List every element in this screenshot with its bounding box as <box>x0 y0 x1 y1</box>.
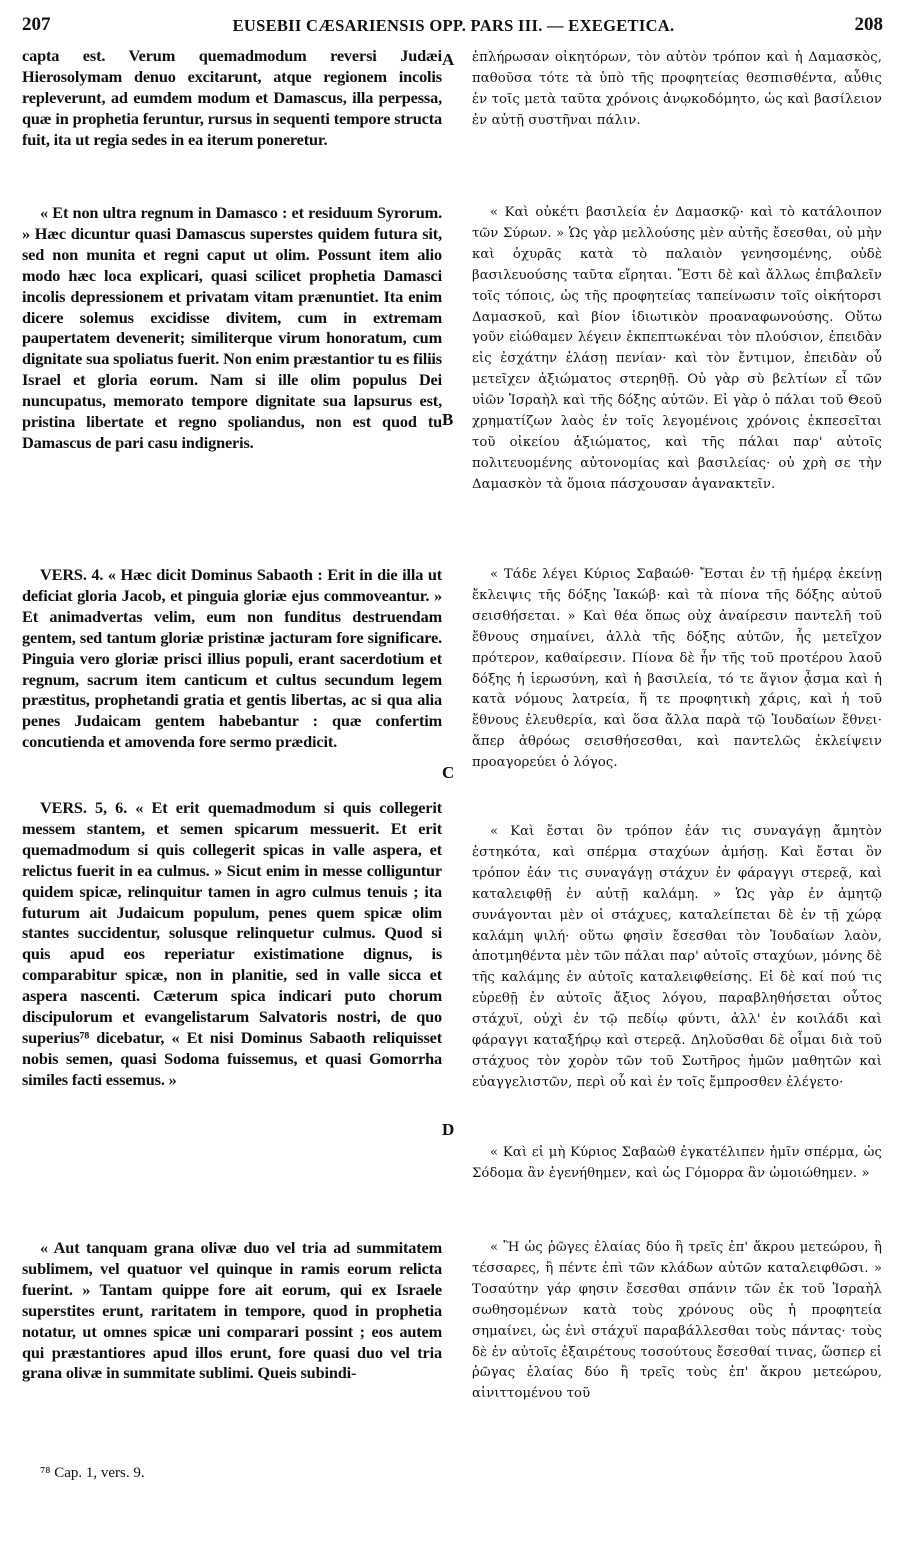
margin-marker-a: A <box>442 50 455 69</box>
greek-paragraph-2: « Καὶ οὐκέτι βασιλεία ἐν Δαμασκῷ· καὶ τὸ κατάλοιπον τῶν Σύρων. » Ὡς γὰρ μελλούσης μὲν αὐτῆς ἔσεσθαι, οὐ μὴν καὶ ὀχυρᾶς κατὰ τὸ παλαιὸν γενησομένης, οὐδὲ βασιλευούσης ταῦτα εἴρηται. Ἔστι δὲ καὶ ἄλλως ἐπιβαλεῖν τοῖς τόποις, ὡς τῆς προφητείας ταπείνωσιν τοῖς οἰκήτορσι Δαμασκοῦ, καὶ βίον ἰδιωτικὸν προαναφωνούσης. Οὕτω γοῦν εἰώθαμεν λέγειν ἐκπεπτωκέναι τὸν πλούσιον, ἐπειδὰν εἰς ἐσχάτην ἐλάσῃ πενίαν· καὶ τὸν ἔντιμον, ἐπειδὰν οὗ μετεῖχεν ἀξιώματος στερηθῇ. Οὐ γὰρ σὺ βελτίων εἶ τῶν υἱῶν Ἰσραὴλ καὶ τῆς δόξης αὐτῶν. Εἰ γὰρ ὁ πάλαι τοῦ Θεοῦ χρηματίζων λαὸς ἐν τοῖς λεγομένοις χρόνοις ἐκπεσεῖται τοῦ οἰκείου ἀξιώματος, καὶ τῆς πάλαι παρ' αὐτοῖς πολιτευομένης αὐτονομίας καὶ βασιλείας· οὐ χρὴ σε τὴν Δαμασκὸν τὰ ὅμοια πάσχουσαν ἀγανακτεῖν. <box>472 205 882 492</box>
latin-paragraph-4: VERS. 5, 6. « Et erit quemadmodum si quis collegerit messem stantem, et semen spicarum messuerit. Et erit quemadmodum si quis collegerit spicas in valle aspera, et relictus fuerit in ea culmus. » Sicut enim in messe colliguntur quidem spicæ, relinquitur tamen in agro culmus tenuis ; ita futurum ait Judaicum populum, penes quem spicæ olim stantes succidentur, solusque relinquetur culmus. Quod si quis apud eos reperiatur existimatione dignus, is comparabitur spicæ, non in planitie, sed in valle sicca et aspera nascenti. Cæterum spica indicari puto chorum discipulorum et evangelistarum Salvatoris nostri, de quo superius⁷⁸ dicebatur, « Et nisi Dominus Sabaoth reliquisset nobis semen, quasi Sodoma fuissemus, et quasi Gomorrha similes facti essemus. » <box>22 798 442 1089</box>
margin-marker-d: D <box>442 1120 455 1139</box>
latin-paragraph-1: capta est. Verum quemadmodum reversi Judæi Hierosolymam denuo excitarunt, atque regionem incolis repleverunt, ad eumdem modum et Damascus, illa perpessa, quæ in prophetia feruntur, rursus in sequenti tempore structa fuit, ita ut regia sedes in ea iterum poneretur. <box>22 46 442 149</box>
margin-marker-b: B <box>442 410 454 429</box>
greek-paragraph-1: ἐπλήρωσαν οἰκητόρων, τὸν αὐτὸν τρόπον καὶ ἡ Δαμασκὸς, παθοῦσα τότε τὰ ὑπὸ τῆς προφητείας θεσπισθέντα, αὖθις ἐν τοῖς μετὰ ταῦτα χρόνοις ἀνῳκοδόμητο, ὡς καὶ βασίλειον ἐν αὐτῇ συστῆναι πάλιν. <box>472 50 882 128</box>
footnote: ⁷⁸ Cap. 1, vers. 9. <box>40 1465 145 1481</box>
greek-paragraph-3: « Τάδε λέγει Κύριος Σαβαώθ· Ἔσται ἐν τῇ ἡμέρᾳ ἐκείνῃ ἔκλειψις τῆς δόξης Ἰακώβ· καὶ τὰ πίονα τῆς δόξης αὐτοῦ σεισθήσεται. » Καὶ θέα ὅπως οὐχ ἀναίρεσιν παντελῆ τοῦ ἔθνους σημαίνει, ἀλλὰ τῆς δόξης αὐτῶν, ἧς μετεῖχον πρότερον, καθαίρεσιν. Πίονα δὲ ἦν τῆς τοῦ προτέρου λαοῦ δόξης ἡ ἱερωσύνη, καὶ ἡ βασιλεία, τό τε ἅγιον ᾆσμα καὶ ἡ κατὰ νόμους λατρεία, ἥ τε προφητικὴ χάρις, καὶ ἡ τοῦ ἔθνους ἐλευθερία, καὶ ὅσα ἄλλα παρὰ τῷ Ἰουδαίων ἔθνει· ἅπερ ἀθρόως σεισθήσεσθαι, καὶ παντελῶς ἐκλείψειν προαγορεύει ὁ λόγος. <box>472 567 882 771</box>
margin-marker-c: C <box>442 763 455 782</box>
latin-paragraph-3: VERS. 4. « Hæc dicit Dominus Sabaoth : Erit in die illa ut deficiat gloria Jacob, et pinguia gloriæ ejus commoveantur. » Et animadvertas velim, eum non funditus destruendam gentem, sed tantum gloriæ pristinæ jacturam fore significare. Pinguia vero gloriæ prisci illius populi, erant sacerdotium et regnum, sacrum item canticum et cultus secundum legem præstitus, prophetandi gratia et gentis libertas, ac si qua alia penes Judaicam gentem habebantur : quæ confertim concutienda et amovenda fore sermo prædicit. <box>22 565 442 752</box>
greek-paragraph-4: « Καὶ ἔσται ὃν τρόπον ἐάν τις συναγάγῃ ἄμητὸν ἑστηκότα, καὶ σπέρμα σταχύων ἀμήσῃ. Καὶ ἔσται ὃν τρόπον ἐάν τις συναγάγῃ στάχυν ἐν φάραγγι στερεᾷ, καὶ καταλειφθῇ ἐν αὐτῇ καλάμη. » Ὡς γὰρ ἐν ἀμητῷ συνάγονται μὲν οἱ στάχυες, καταλείπεται δὲ ἐν τῇ χώρᾳ καλάμη ψιλή· οὕτω φησὶν ἔσεσθαι τὸν Ἰουδαίων λαὸν, ἀποτμηθέντα μὲν τῶν πάλαι παρ' αὐτοῖς σταχύων, μόνης δὲ τῆς καλάμης ἐν αὐτοῖς καταλειφθείσης. Εἰ δὲ καί πού τις εὑρεθῇ ἐν αὐτοῖς ἄξιος λόγου, παραβληθήσεται οὗτος στάχυϊ, οὐχὶ ἐν τῷ πεδίῳ φύντι, ἀλλ' ἐν κοιλάδι καὶ φάραγγι καταξήρῳ καὶ στερεᾷ. Δηλοῦσθαι δὲ οἶμαι διὰ τοῦ στάχυος τὸν χορὸν τῶν τοῦ Σωτῆρος ἡμῶν μαθητῶν καὶ εὐαγγελιστῶν, περὶ οὗ καὶ ἐν τοῖς ἔμπροσθεν ἐλέγετο· <box>472 824 882 1090</box>
page-number-right: 208 <box>854 14 883 35</box>
latin-paragraph-5: « Aut tanquam grana olivæ duo vel tria ad summitatem sublimem, vel quatuor vel quinque in ramis eorum relicta fuerint. » Tantam quippe fore ait eorum, qui ex Israele superstites erunt, raritatem in tempore, quod in prophetia notatur, ut omnes spicæ uni comparari possint ; eos autem qui præstantiores apud illos erunt, fore quasi duo vel tria grana olivæ in summitate sublimi. Queis subindi- <box>22 1238 442 1383</box>
running-title: EUSEBII CÆSARIENSIS OPP. PARS III. — EXEGETICA. <box>232 16 675 35</box>
latin-paragraph-2: « Et non ultra regnum in Damasco : et residuum Syrorum. » Hæc dicuntur quasi Damascus superstes quidem futura sit, sed non munita et regni caput ut olim. Possunt item alio modo hæc loca explicari, quasi scilicet prophetia Damasci incolis depressionem et privatam vitam prænuntiet. Ita enim dicere solemus excidisse divitem, cum in extremam paupertatem devenerit; similiterque virum honoratum, cum dignitate sua spoliatus fuerit. Non enim præstantior tu es filiis Israel et gloria eorum. Nam si ille olim populus Dei nuncupatus, memorato tempore dignitate sua lapsurus est, pristina libertate et regno spoliandus, non est quod tu Damascus de pari casu indigneris. <box>22 203 442 452</box>
greek-paragraph-5: « Καὶ εἰ μὴ Κύριος Σαβαὼθ ἐγκατέλιπεν ἡμῖν σπέρμα, ὡς Σόδομα ἂν ἐγενήθημεν, καὶ ὡς Γόμορρα ἂν ὡμοιώθημεν. » <box>472 1145 882 1181</box>
greek-paragraph-6: « Ἢ ὡς ῥῶγες ἐλαίας δύο ἢ τρεῖς ἐπ' ἄκρου μετεώρου, ἢ τέσσαρες, ἢ πέντε ἐπὶ τῶν κλάδων αὐτῶν καταλειφθῶσι. » Τοσαύτην γάρ φησιν ἔσεσθαι σπάνιν τῶν ἐκ τοῦ Ἰσραὴλ σωθησομένων κατὰ τοὺς χρόνους οὓς ἡ προφητεία σημαίνει, ὡς ἑνὶ στάχυϊ παραβάλλεσθαι τοὺς πάντας· τοὺς δὲ ἐν αὐτοῖς ἐξαιρέτους τοσούτους ἔσεσθαί τινας, ὥσπερ εἰ ῥῶγας ἐλαίας δύο ἢ τρεῖς τοὺς ἐπ' ἄκρου μετεώρου, αἰνιττομένου τοῦ <box>472 1240 882 1402</box>
page-number-left: 207 <box>22 14 51 35</box>
